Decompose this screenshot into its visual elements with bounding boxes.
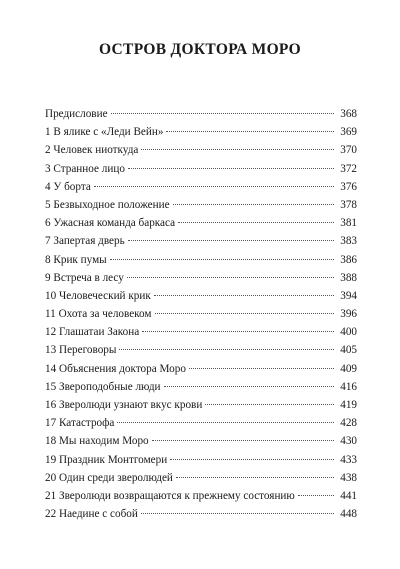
toc-entry [45,469,357,487]
toc-entry-label: 8 Крик пумы [45,253,107,266]
dot-leader [166,131,334,132]
dot-leader [298,495,334,496]
dot-leader [178,222,334,223]
toc-entry-label: 15 Звероподобные люди [45,380,161,393]
toc-entry-label: 19 Праздник Монтгомери [45,453,168,466]
dot-leader [141,149,334,150]
toc-entry [45,414,357,432]
dot-leader [155,313,334,314]
table-of-contents [45,105,357,523]
toc-entry-page-number: 370 [340,144,357,157]
toc-entry [45,341,357,359]
toc-entry-page-number: 372 [340,162,357,175]
toc-entry [45,487,357,505]
toc-entry-label: 2 Человек ниоткуда [45,144,139,157]
toc-entry-page-number: 400 [340,326,357,339]
toc-entry-label: 13 Переговоры [45,344,117,357]
dot-leader [141,513,334,514]
toc-entry-page-number: 405 [340,344,357,357]
toc-entry [45,141,357,159]
toc-entry-label: 4 У борта [45,180,91,193]
toc-entry [45,396,357,414]
dot-leader [176,477,334,478]
toc-entry-page-number: 441 [340,489,357,502]
toc-entry-page-number: 381 [340,217,357,230]
toc-entry-label: 1 В ялике с «Леди Вейн» [45,126,164,139]
toc-entry [45,305,357,323]
toc-entry-page-number: 416 [340,380,357,393]
dot-leader [127,277,334,278]
toc-entry [45,251,357,269]
dot-leader [164,386,334,387]
toc-entry-page-number: 396 [340,308,357,321]
toc-entry [45,287,357,305]
dot-leader [189,368,334,369]
toc-entry-page-number: 433 [340,453,357,466]
dot-leader [154,295,334,296]
toc-entry [45,178,357,196]
toc-entry-page-number: 388 [340,271,357,284]
toc-entry [45,214,357,232]
dot-leader [170,459,334,460]
dot-leader [94,186,334,187]
toc-entry-page-number: 448 [340,508,357,521]
dot-leader [152,440,334,441]
dot-leader [128,240,334,241]
toc-entry-label: 12 Глашатаи Закона [45,326,140,339]
toc-entry-page-number: 394 [340,289,357,302]
toc-entry [45,323,357,341]
toc-entry [45,360,357,378]
toc-entry [45,432,357,450]
toc-entry-label: 16 Зверолюди узнают вкус крови [45,399,203,411]
toc-entry-label: 18 Мы находим Моро [45,435,149,448]
toc-entry [45,196,357,214]
toc-entry [45,451,357,469]
dot-leader [117,422,334,423]
toc-entry-label: 14 Объяснения доктора Моро [45,362,186,375]
toc-entry [45,505,357,523]
toc-entry-label: 6 Ужасная команда баркаса [45,217,176,230]
toc-entry [45,105,357,123]
toc-entry-label: 5 Безвыходное положение [45,198,170,211]
dot-leader [111,113,334,114]
toc-entry [45,160,357,178]
dot-leader [142,331,334,332]
toc-entry-label: 17 Катастрофа [45,417,115,430]
toc-entry-label: 7 Запертая дверь [45,235,125,248]
toc-entry-page-number: 428 [340,417,357,430]
toc-entry-label: 3 Странное лицо [45,162,125,175]
toc-entry-page-number: 378 [340,198,357,211]
toc-entry-page-number: 438 [340,471,357,484]
page-title: ОСТРОВ ДОКТОРА МОРО [99,41,301,58]
toc-entry-label: 22 Наедине с собой [45,508,138,521]
toc-entry [45,123,357,141]
toc-entry-page-number: 386 [340,253,357,266]
dot-leader [128,168,334,169]
toc-entry-label: 10 Человеческий крик [45,289,151,302]
toc-entry [45,378,357,396]
toc-entry [45,232,357,250]
toc-entry-label: 20 Один среди зверолюдей [45,471,173,484]
toc-entry-page-number: 419 [340,399,357,411]
dot-leader [110,259,334,260]
toc-entry-page-number: 368 [340,108,357,120]
dot-leader [173,204,334,205]
toc-entry-label: 21 Зверолюди возвращаются к прежнему состоянию [45,489,295,502]
dot-leader [119,349,334,350]
toc-entry-page-number: 409 [340,362,357,375]
toc-entry-page-number: 369 [340,126,357,139]
toc-entry-label: 11 Охота за человеком [45,308,152,321]
toc-entry-label: 9 Встреча в лесу [45,271,124,284]
toc-entry-page-number: 383 [340,235,357,248]
toc-entry-label: Предисловие [45,108,108,120]
dot-leader [205,404,334,405]
toc-entry [45,269,357,287]
toc-entry-page-number: 430 [340,435,357,448]
toc-entry-page-number: 376 [340,180,357,193]
